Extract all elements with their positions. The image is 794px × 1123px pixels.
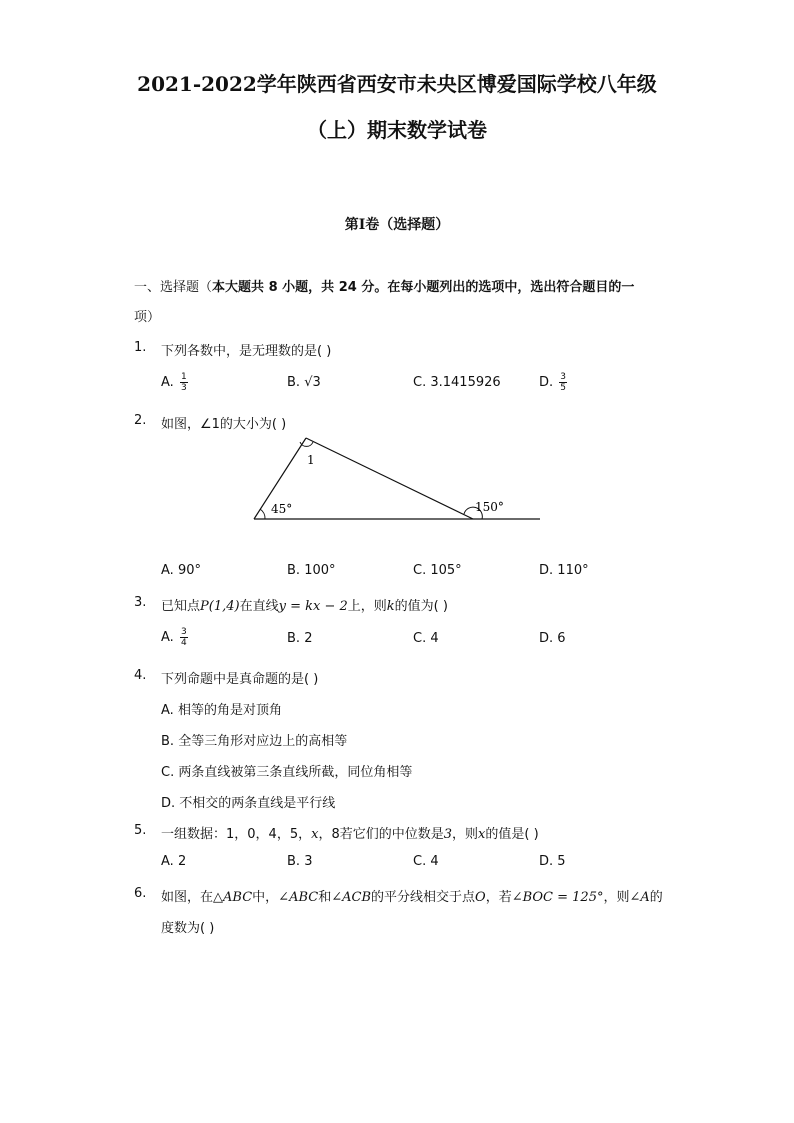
option-d: D. 110°	[539, 563, 589, 578]
option-b: B. 全等三角形对应边上的高相等	[161, 734, 348, 749]
sqrt-value: √3	[304, 375, 321, 390]
fraction: $\frac{3}{5}$	[560, 372, 567, 393]
option-a: A. $\frac{1}{3}$	[161, 372, 187, 393]
triangle-figure	[240, 432, 550, 532]
option-b: B. √3	[287, 375, 321, 390]
option-c: C. 3.1415926	[413, 375, 501, 390]
question-number: 3.	[134, 595, 147, 610]
question-count: 8	[268, 280, 278, 295]
option-c: C. 两条直线被第三条直线所截，同位角相等	[161, 765, 413, 780]
option-a: A. 2	[161, 854, 187, 869]
document-title-line2: （上）期末数学试卷	[307, 118, 487, 142]
question-number: 4.	[134, 668, 147, 683]
line-equation: y = kx − 2	[278, 599, 348, 614]
question-text: 下列各数中，是无理数的是( )	[161, 344, 332, 359]
option-d: D. $\frac{3}{5}$	[539, 372, 567, 393]
option-c: C. 105°	[413, 563, 462, 578]
total-score: 24	[338, 280, 357, 295]
angle1-arc	[300, 442, 313, 446]
option-b: B. 3	[287, 854, 313, 869]
option-d: D. 6	[539, 631, 566, 646]
angle-150-label: 150°	[475, 500, 504, 514]
option-c: C. 4	[413, 854, 439, 869]
option-c: C. 4	[413, 631, 439, 646]
point-p: P(1,4)	[200, 599, 240, 614]
option-d: D. 5	[539, 854, 566, 869]
question-text: 已知点P(1,4)在直线y = kx − 2上，则k的值为( )	[161, 599, 448, 614]
question-text: 如图，在△ABC中，∠ABC和∠ACB的平分线相交于点O，若∠BOC = 125°，则∠A的	[161, 890, 663, 905]
section-title: 第I卷（选择题）	[344, 217, 450, 233]
question-number: 1.	[134, 340, 147, 355]
option-d: D. 不相交的两条直线是平行线	[161, 796, 336, 811]
question-text-line2: 度数为( )	[161, 921, 215, 936]
option-a: A. 相等的角是对顶角	[161, 703, 282, 718]
question-number: 5.	[134, 823, 147, 838]
question-number: 6.	[134, 886, 147, 901]
angle1-label: 1	[307, 453, 315, 467]
variable-k: k	[386, 599, 395, 614]
triangle-right-side	[306, 438, 473, 519]
question-text: 下列命题中是真命题的是( )	[161, 672, 319, 687]
angle-45-label: 45°	[271, 502, 293, 516]
document-title-line1: 2021-2022学年陕西省西安市未央区博爱国际学校八年级	[137, 72, 657, 96]
option-b: B. 2	[287, 631, 313, 646]
angle-45-arc	[260, 509, 265, 519]
option-a: A. $\frac{3}{4}$	[161, 627, 187, 648]
instructions-line1: 一、选择题（本大题共 8 小题，共 24 分。在每小题列出的选项中，选出符合题目的一	[134, 280, 635, 295]
question-text: 如图，∠1的大小为( )	[161, 417, 287, 432]
question-text: 一组数据：1，0，4，5，x，8若它们的中位数是3，则x的值是( )	[161, 827, 539, 842]
option-a: A. 90°	[161, 563, 201, 578]
instructions-line2: 项）	[134, 310, 161, 325]
fraction: $\frac{3}{4}$	[180, 627, 187, 648]
fraction: $\frac{1}{3}$	[180, 372, 187, 393]
option-b: B. 100°	[287, 563, 336, 578]
question-number: 2.	[134, 413, 147, 428]
